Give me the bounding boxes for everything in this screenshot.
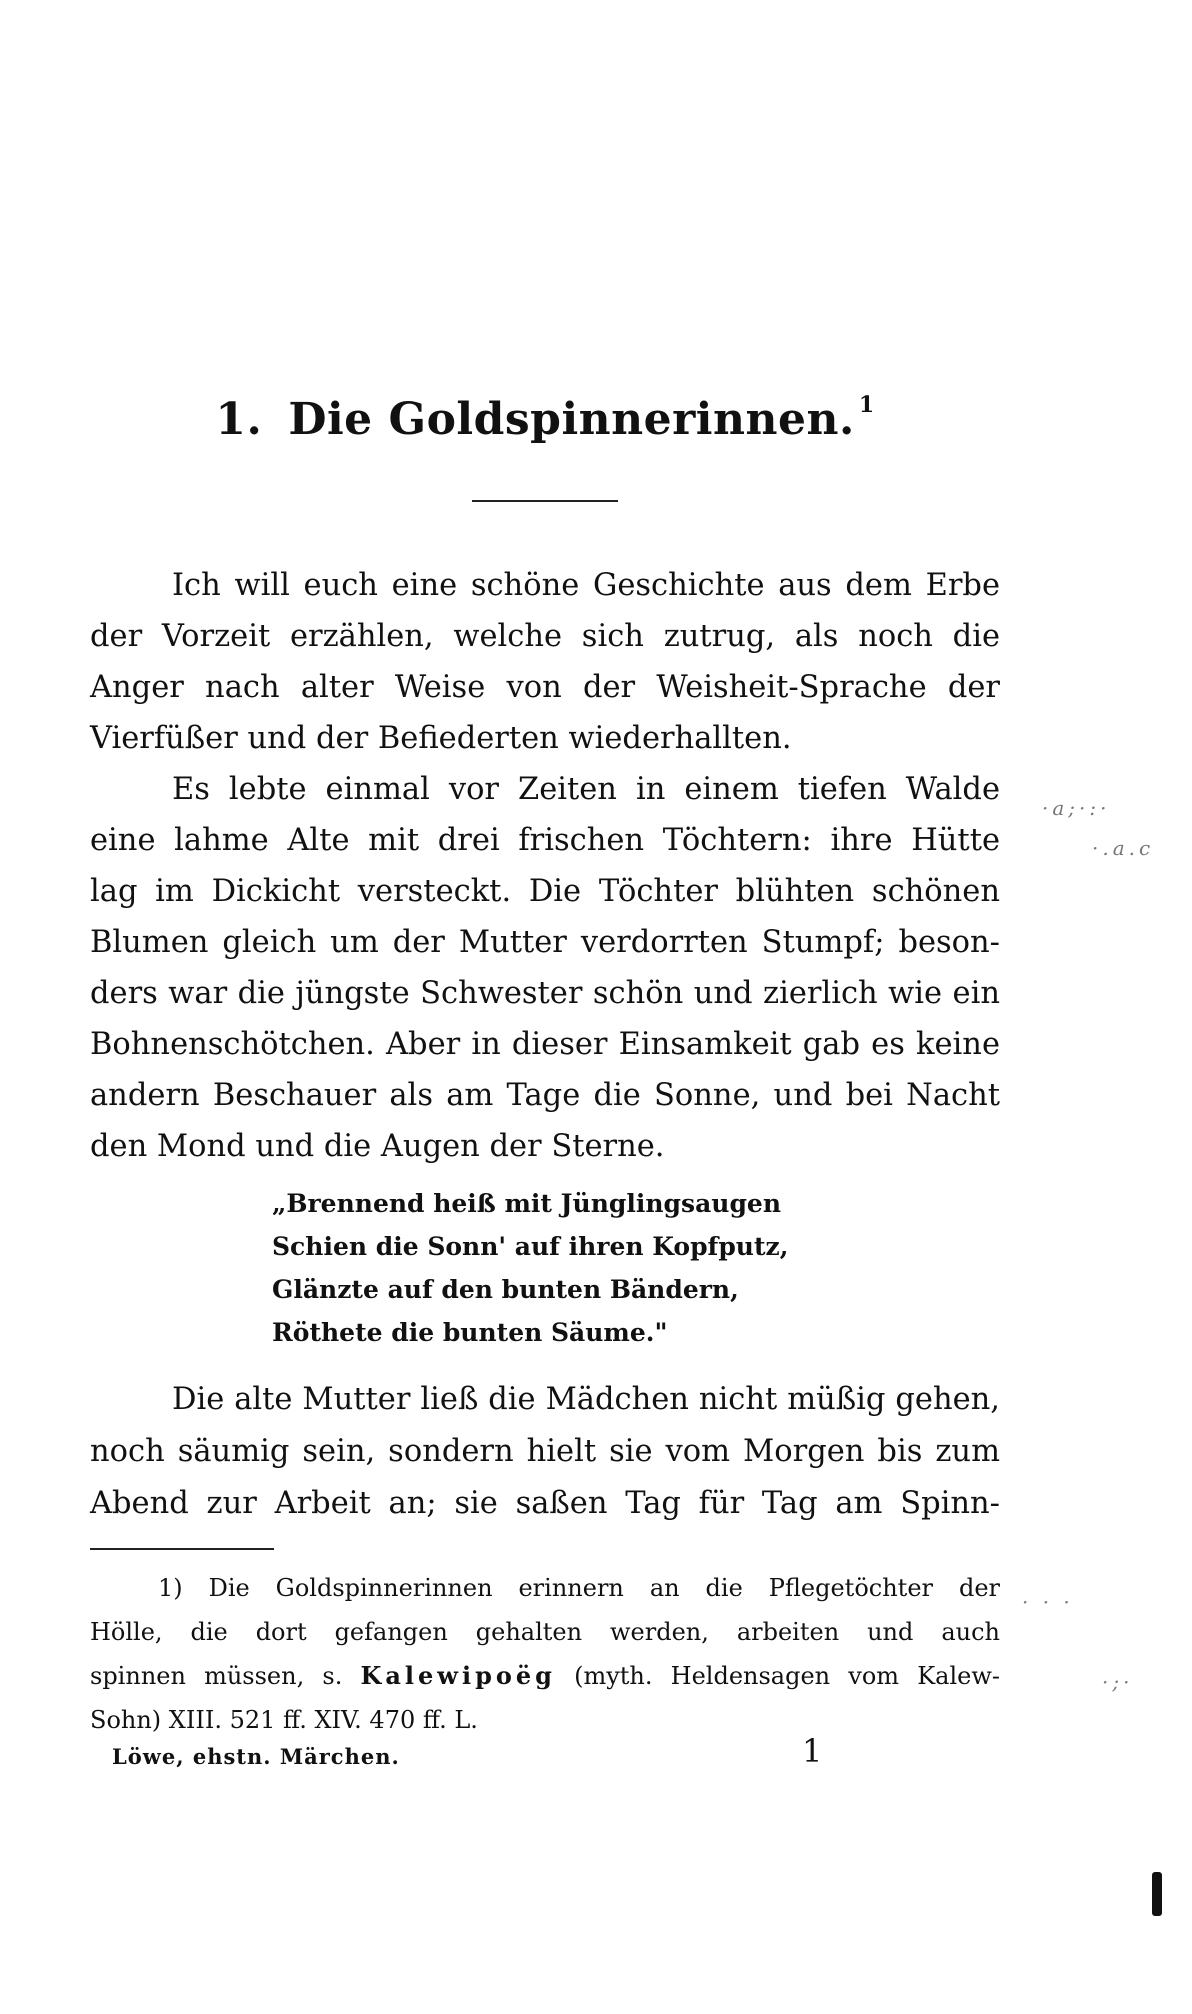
text-line: Vierfüßer und der Befiederten wiederhallten.: [90, 721, 792, 756]
verse-line: Röthete die bunten Säume.": [272, 1318, 668, 1347]
chapter-number: 1.: [215, 394, 263, 445]
title-divider: [472, 500, 618, 502]
footnote: [90, 1566, 1000, 1742]
footnote-line: Sohn) XIII. 521 ff. XIV. 470 ff. L.: [90, 1706, 478, 1734]
text-line: Ich will euch eine schöne Geschichte aus dem Erbe: [172, 568, 1000, 603]
footnote-line: [90, 1654, 1000, 1698]
text-line: Bohnenschötchen. Aber in dieser Einsamkeit gab es keine: [90, 1027, 1000, 1062]
chapter-title: [90, 392, 1000, 445]
verse-line: Glänzte auf den bunten Bändern,: [272, 1275, 739, 1304]
footnote-line: 1) Die Goldspinnerinnen erinnern an die Pflegetöchter der: [158, 1574, 1000, 1602]
text-line: Die alte Mutter ließ die Mädchen nicht müßig gehen,: [172, 1382, 1000, 1417]
text-line: eine lahme Alte mit drei frischen Töchtern: ihre Hütte: [90, 823, 1000, 858]
paragraph-3: [90, 1374, 1000, 1530]
page-edge-mark: [1152, 1872, 1162, 1916]
text-line: Anger nach alter Weise von der Weisheit-Sprache der: [90, 670, 1000, 705]
text-line: andern Beschauer als am Tage die Sonne, und bei Nacht: [90, 1078, 1000, 1113]
page-number: 1: [802, 1732, 823, 1770]
text-line: lag im Dickicht versteckt. Die Töchter blühten schönen: [90, 874, 1000, 909]
footnote-reference: 1: [858, 392, 875, 418]
chapter-title-text: Die Goldspinnerinnen.: [288, 394, 855, 445]
text-line: den Mond und die Augen der Sterne.: [90, 1129, 665, 1164]
verse-quote: [272, 1182, 832, 1354]
footnote-divider: [90, 1548, 274, 1550]
margin-annotation: ·a;·:·: [1042, 796, 1111, 820]
text-line: der Vorzeit erzählen, welche sich zutrug, als noch die: [90, 619, 1000, 654]
verse-line: „Brennend heiß mit Jünglingsaugen: [272, 1189, 782, 1218]
footnote-text: spinnen müssen, s.: [90, 1662, 343, 1690]
body-paragraphs: [90, 560, 1000, 1172]
text-line: Abend zur Arbeit an; sie saßen Tag für Tag am Spinn-: [90, 1486, 1000, 1521]
text-line: ders war die jüngste Schwester schön und zierlich wie ein: [90, 976, 1000, 1011]
footnote-work-title: Kalewipoëg: [360, 1661, 556, 1690]
text-line: Blumen gleich um der Mutter verdorrten Stumpf; beson-: [90, 925, 1000, 960]
text-line: Es lebte einmal vor Zeiten in einem tiefen Walde: [172, 772, 1000, 807]
verse-line: Schien die Sonn' auf ihren Kopfputz,: [272, 1232, 789, 1261]
margin-annotation: ·;·: [1102, 1670, 1134, 1694]
footnote-text: (myth. Heldensagen vom Kalew-: [574, 1662, 1000, 1690]
margin-annotation: ·.a.c: [1092, 836, 1155, 860]
paragraph-1: [90, 560, 1000, 764]
signature-mark: Löwe, ehstn. Märchen.: [112, 1744, 400, 1769]
book-page: [90, 0, 1000, 2014]
margin-annotation: · · ·: [1022, 1590, 1074, 1614]
text-line: noch säumig sein, sondern hielt sie vom Morgen bis zum: [90, 1434, 1000, 1469]
footnote-line: Hölle, die dort gefangen gehalten werden, arbeiten und auch: [90, 1618, 1000, 1646]
paragraph-2: [90, 764, 1000, 1172]
